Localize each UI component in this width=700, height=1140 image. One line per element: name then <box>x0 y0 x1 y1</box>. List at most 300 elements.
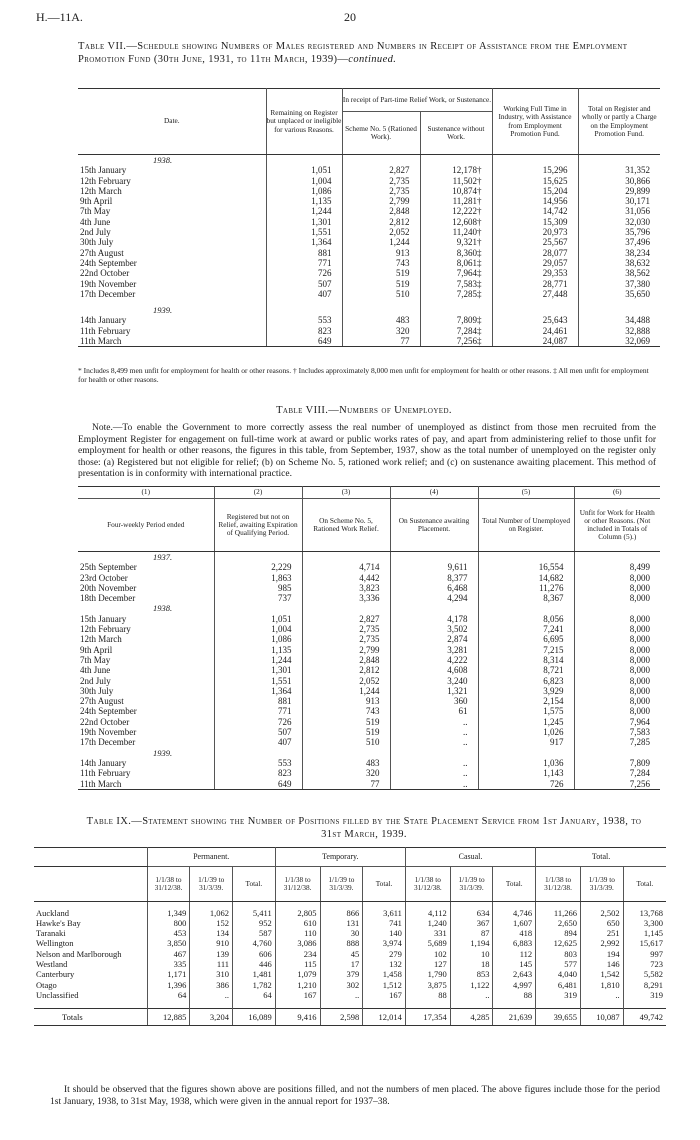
t8-value: 77 <box>302 779 390 790</box>
t8-value: 8,721 <box>478 665 574 675</box>
t8-date: 24th September <box>80 706 137 717</box>
t8-colnum: (3) <box>302 487 390 499</box>
t8-value: 3,281 <box>390 645 478 655</box>
t8-value: 1,036 <box>478 758 574 768</box>
t8-value: 1,575 <box>478 706 574 716</box>
t9-subheader: 1/1/39 to 31/3/39. <box>320 867 363 902</box>
t8-year-1939-blank <box>390 748 478 758</box>
t9-value: 3,611 <box>363 908 406 918</box>
t8-value: 726 <box>478 779 574 790</box>
t7-value: 15,309 <box>492 217 578 227</box>
t8-date: 30th July <box>80 685 114 696</box>
t8-value: 11,276 <box>478 583 574 593</box>
t8-date: 11th March <box>78 779 214 790</box>
t9-spacer-cell <box>450 1000 493 1008</box>
t7-value: 32,030 <box>578 217 660 227</box>
t7-value: 35,796 <box>578 227 660 237</box>
t9-value: 145 <box>493 959 536 969</box>
t9-totals-label: Totals <box>34 1008 147 1025</box>
t8-date: 12th March <box>80 634 122 645</box>
t8-value: 8,314 <box>478 655 574 665</box>
t9-total-value: 9,416 <box>275 1008 320 1025</box>
t8-value: 2,154 <box>478 696 574 706</box>
t9-value: 131 <box>320 918 363 928</box>
t8-value: 8,000 <box>574 624 660 634</box>
t7-value: 14,742 <box>492 206 578 216</box>
t9-group: Temporary. <box>275 848 405 867</box>
t9-spacer-cell <box>405 1000 450 1008</box>
t8-row <box>78 655 660 665</box>
t8-value: 8,499 <box>574 562 660 572</box>
t8-row <box>78 758 660 768</box>
t8-date: 25th September <box>80 562 137 573</box>
t8-value: 2,827 <box>302 614 390 624</box>
t8-year-1939 <box>78 748 660 758</box>
t8-value: 14,682 <box>478 573 574 583</box>
t8-year-1939-blank <box>574 748 660 758</box>
t8-value: 2,874 <box>390 634 478 644</box>
t8-year-1937 <box>78 552 660 563</box>
t9-value: 453 <box>147 928 190 938</box>
t7-value: 7,809‡ <box>420 315 492 325</box>
t8-value: .. <box>390 717 478 727</box>
t8-value: 1,086 <box>214 634 302 644</box>
t7-year-1939-blank <box>342 305 420 315</box>
t9-value: 88 <box>493 990 536 1000</box>
t9-row <box>34 990 666 1000</box>
t9-total-value: 21,639 <box>493 1008 536 1025</box>
t9-value: 251 <box>580 928 623 938</box>
t9-value: 319 <box>536 990 581 1000</box>
t9-row <box>34 980 666 990</box>
t7-value: 1,244 <box>342 237 420 247</box>
t9-value: 134 <box>190 928 233 938</box>
t9-value: 5,582 <box>623 969 666 979</box>
t8-row <box>78 634 660 644</box>
t8-year-1939-blank <box>478 748 574 758</box>
t9-value: 110 <box>275 928 320 938</box>
t7-value: 38,562 <box>578 268 660 278</box>
t9-subheader: 1/1/38 to 31/12/38. <box>275 867 320 902</box>
t9-value: 310 <box>190 969 233 979</box>
table9 <box>34 847 666 1026</box>
t8-year-1937-blank <box>478 552 574 563</box>
t7-value: 1,364 <box>266 237 342 247</box>
t9-value: 2,805 <box>275 908 320 918</box>
t7-row <box>78 176 660 186</box>
t8-value: 360 <box>390 696 478 706</box>
t7-row <box>78 268 660 278</box>
t8-value: 8,000 <box>574 614 660 624</box>
t8-value: 6,823 <box>478 676 574 686</box>
t9-value: .. <box>580 990 623 1000</box>
t9-value: 127 <box>405 959 450 969</box>
t9-value: 1,481 <box>233 969 276 979</box>
t9-value: 1,396 <box>147 980 190 990</box>
t8-value: 985 <box>214 583 302 593</box>
t9-subheader: 1/1/39 to 31/3/39. <box>190 867 233 902</box>
t9-district: Wellington <box>36 938 74 949</box>
t7-row <box>78 165 660 175</box>
t8-value: 743 <box>302 706 390 716</box>
t9-group-headers <box>34 848 666 867</box>
t7-head-parttime: In receipt of Part-time Relief Work, or Sustenance. <box>342 89 492 112</box>
table9-title: Table IX.—Statement showing the Number of Positions filled by the State Placement Service from 1st January, 1938, to 31st March, 1939. <box>86 816 642 840</box>
t8-value: 8,000 <box>574 686 660 696</box>
t7-date: 4th June <box>80 216 111 227</box>
t9-value: 234 <box>275 949 320 959</box>
t7-date: 9th April <box>80 196 113 207</box>
t9-value: 1,171 <box>147 969 190 979</box>
t8-header: Registered but not on Relief, awaiting Expiration of Qualifying Period. <box>214 499 302 552</box>
t7-value: 32,888 <box>578 326 660 336</box>
t9-value: 1,607 <box>493 918 536 928</box>
t8-value: .. <box>390 727 478 737</box>
t8-value: 7,256 <box>574 779 660 790</box>
t9-total-value: 2,598 <box>320 1008 363 1025</box>
t9-spacer-cell <box>363 1000 406 1008</box>
t9-value: 1,079 <box>275 969 320 979</box>
t7-head-fulltime: Working Full Time in Industry, with Assistance from Employment Promotion Fund. <box>492 89 578 155</box>
t7-row <box>78 279 660 289</box>
t9-value: 997 <box>623 949 666 959</box>
t7-value: 32,069 <box>578 336 660 347</box>
t9-total-value: 10,087 <box>580 1008 623 1025</box>
t7-value: 34,488 <box>578 315 660 325</box>
table7 <box>78 88 660 347</box>
t8-value: 917 <box>478 737 574 747</box>
t7-date: 12th March <box>80 185 122 196</box>
t7-value: 15,296 <box>492 165 578 175</box>
t8-value: 7,215 <box>478 645 574 655</box>
t9-spacer-cell <box>320 1000 363 1008</box>
t8-value: 3,336 <box>302 593 390 603</box>
t7-value: 37,380 <box>578 279 660 289</box>
t9-value: 17 <box>320 959 363 969</box>
t9-group: Total. <box>536 848 666 867</box>
t9-value: 112 <box>493 949 536 959</box>
t9-subheader: 1/1/38 to 31/12/38. <box>405 867 450 902</box>
t7-year-1939-label: 1939. <box>153 305 173 316</box>
t8-value: 483 <box>302 758 390 768</box>
t8-date: 27th August <box>80 696 124 707</box>
t9-spacer-cell <box>233 1000 276 1008</box>
t9-subheader: Total. <box>363 867 406 902</box>
t9-totals-row <box>34 1008 666 1025</box>
t9-district: Unclassified <box>36 989 79 1000</box>
t8-row <box>78 706 660 716</box>
t7-value: 28,077 <box>492 248 578 258</box>
t7-value: 29,899 <box>578 186 660 196</box>
t7-value: 77 <box>342 336 420 347</box>
t7-year-1939-blank <box>266 305 342 315</box>
t9-value: 6,883 <box>493 938 536 948</box>
t7-value: 1,004 <box>266 176 342 186</box>
t8-value: .. <box>390 768 478 778</box>
t8-value: 61 <box>390 706 478 716</box>
table7-title-text: Table VII.—Schedule showing Numbers of Males registered and Numbers in Receipt of Assistance from the Employment Promotion Fund (30th June, 1931, to 11th March, 1939)— <box>78 41 628 65</box>
t9-value: 910 <box>190 938 233 948</box>
t7-date: 19th November <box>80 278 137 289</box>
t8-year-1939-label: 1939. <box>153 747 173 758</box>
t7-date: 17th December <box>80 288 136 299</box>
t9-value: 319 <box>623 990 666 1000</box>
t8-year-1938-blank <box>574 603 660 613</box>
t9-district: Nelson and Marlborough <box>36 948 122 959</box>
t8-value: 737 <box>214 593 302 603</box>
t7-value: 31,352 <box>578 165 660 175</box>
t8-value: 2,229 <box>214 562 302 572</box>
t9-value: 152 <box>190 918 233 928</box>
t8-row <box>78 768 660 778</box>
t7-value: 11,240† <box>420 227 492 237</box>
t7-value: 771 <box>266 258 342 268</box>
t9-value: 1,782 <box>233 980 276 990</box>
t8-value: 2,735 <box>302 634 390 644</box>
t8-year-1937-blank <box>302 552 390 563</box>
t7-date: 24th September <box>80 257 137 268</box>
t9-value: 13,768 <box>623 908 666 918</box>
t7-value: 27,448 <box>492 289 578 299</box>
t8-value: 1,051 <box>214 614 302 624</box>
t7-year-1938 <box>78 155 660 166</box>
t7-value: 10,874† <box>420 186 492 196</box>
t8-value: 649 <box>214 779 302 790</box>
t8-value: 8,056 <box>478 614 574 624</box>
t8-date: 11th February <box>80 768 131 779</box>
t7-value: 649 <box>266 336 342 347</box>
t9-row <box>34 959 666 969</box>
t8-value: 726 <box>214 717 302 727</box>
table8-title: Table VIII.—Numbers of Unemployed. <box>276 405 452 416</box>
t9-value: 418 <box>493 928 536 938</box>
t8-value: 881 <box>214 696 302 706</box>
t8-value: 519 <box>302 727 390 737</box>
t8-value: 1,244 <box>214 655 302 665</box>
t7-year-1939-blank <box>578 305 660 315</box>
t8-header: On Sustenance awaiting Placement. <box>390 499 478 552</box>
t7-value: 2,735 <box>342 176 420 186</box>
t7-year-1939-blank <box>420 305 492 315</box>
t8-row <box>78 573 660 583</box>
t8-value: 8,000 <box>574 665 660 675</box>
t9-value: 5,411 <box>233 908 276 918</box>
t7-value: 12,608† <box>420 217 492 227</box>
t9-subheader: Total. <box>493 867 536 902</box>
t8-row <box>78 717 660 727</box>
t9-value: 4,746 <box>493 908 536 918</box>
t8-row <box>78 779 660 790</box>
t8-value: 1,863 <box>214 573 302 583</box>
t8-value: 7,964 <box>574 717 660 727</box>
t8-date: 7th May <box>80 654 111 665</box>
t7-value: 29,057 <box>492 258 578 268</box>
t9-sub-headers <box>34 867 666 902</box>
t9-row <box>34 908 666 918</box>
t8-colnum: (6) <box>574 487 660 499</box>
t7-date: 12th February <box>80 175 131 186</box>
t9-row <box>34 928 666 938</box>
t9-body <box>34 902 666 1026</box>
t8-value: 6,468 <box>390 583 478 593</box>
t7-value: 1,086 <box>266 186 342 196</box>
t8-value: 2,735 <box>302 624 390 634</box>
t7-value: 7,964‡ <box>420 268 492 278</box>
t9-district: Canterbury <box>36 969 75 980</box>
t8-body <box>78 552 660 790</box>
t9-district: Otago <box>36 979 57 990</box>
t9-value: 6,481 <box>536 980 581 990</box>
t9-value: 2,502 <box>580 908 623 918</box>
t9-value: 302 <box>320 980 363 990</box>
t9-value: 115 <box>275 959 320 969</box>
t7-value: 29,353 <box>492 268 578 278</box>
t9-value: 15,617 <box>623 938 666 948</box>
t9-row <box>34 969 666 979</box>
t8-colnum: (4) <box>390 487 478 499</box>
t8-row <box>78 645 660 655</box>
t8-value: 4,714 <box>302 562 390 572</box>
t9-spacer-cell <box>493 1000 536 1008</box>
t7-value: 483 <box>342 315 420 325</box>
t8-column-headers <box>78 499 660 552</box>
t9-value: 803 <box>536 949 581 959</box>
t7-row <box>78 186 660 196</box>
t7-head-sustenance: Sustenance without Work. <box>420 112 492 155</box>
t9-value: 5,689 <box>405 938 450 948</box>
t7-date: 2nd July <box>80 227 111 238</box>
table7-title <box>78 40 650 66</box>
t9-value: 335 <box>147 959 190 969</box>
t8-date: 23rd October <box>80 572 128 583</box>
t9-value: 167 <box>275 990 320 1000</box>
t8-value: .. <box>390 758 478 768</box>
t9-value: 11,266 <box>536 908 581 918</box>
t8-value: 913 <box>302 696 390 706</box>
t7-row <box>78 237 660 247</box>
table9-note: It should be observed that the figures shown above are positions filled, and not the numbers of men placed. The above figures include those for the period 1st January, 1938, to 31st May, 1938, which were given in the annual report for 1937–38. <box>50 1085 660 1107</box>
t8-header: On Scheme No. 5, Rationed Work Relief. <box>302 499 390 552</box>
t7-value: 913 <box>342 248 420 258</box>
t9-value: 634 <box>450 908 493 918</box>
t9-value: 741 <box>363 918 406 928</box>
t9-total-value: 16,089 <box>233 1008 276 1025</box>
t9-value: .. <box>190 990 233 1000</box>
t8-year-1937-blank <box>390 552 478 563</box>
t9-value: 3,850 <box>147 938 190 948</box>
t8-value: 4,442 <box>302 573 390 583</box>
t8-year-1938-blank <box>390 603 478 613</box>
t7-row <box>78 196 660 206</box>
t9-value: 111 <box>190 959 233 969</box>
t9-group: Casual. <box>405 848 535 867</box>
t7-value: 743 <box>342 258 420 268</box>
t8-date: 9th April <box>80 644 113 655</box>
t8-value: 2,052 <box>302 676 390 686</box>
t8-value: 7,583 <box>574 727 660 737</box>
t7-value: 11,502† <box>420 176 492 186</box>
t7-value: 37,496 <box>578 237 660 247</box>
t8-value: .. <box>390 737 478 747</box>
t7-value: 2,735 <box>342 186 420 196</box>
t8-colnum: (2) <box>214 487 302 499</box>
t8-row <box>78 624 660 634</box>
t9-value: 1,458 <box>363 969 406 979</box>
t9-value: 1,240 <box>405 918 450 928</box>
t8-value: 510 <box>302 737 390 747</box>
t8-date: 14th January <box>80 757 127 768</box>
t7-year-1938-blank <box>492 155 578 166</box>
t8-value: 16,554 <box>478 562 574 572</box>
t8-value: 1,364 <box>214 686 302 696</box>
t7-value: 12,178† <box>420 165 492 175</box>
t7-row <box>78 336 660 347</box>
t9-subheader: Total. <box>623 867 666 902</box>
t9-value: 1,512 <box>363 980 406 990</box>
t7-value: 510 <box>342 289 420 299</box>
t7-year-1938-blank <box>342 155 420 166</box>
t9-value: 64 <box>147 990 190 1000</box>
t8-value: 7,809 <box>574 758 660 768</box>
t8-header: Unfit for Work for Health or other Reasons. (Not included in Totals of Column (5).) <box>574 499 660 552</box>
t8-date: 17th December <box>80 737 136 748</box>
t7-value: 12,222† <box>420 206 492 216</box>
t9-spacer-cell <box>190 1000 233 1008</box>
t7-row <box>78 227 660 237</box>
t8-date: 18th December <box>80 593 136 604</box>
t8-year-1938-blank <box>478 603 574 613</box>
t7-value: 823 <box>266 326 342 336</box>
t8-row <box>78 737 660 747</box>
t8-year-1938-label: 1938. <box>153 603 173 614</box>
t8-value: 1,143 <box>478 768 574 778</box>
t7-value: 7,256‡ <box>420 336 492 347</box>
table7-footnote: * Includes 8,499 men unfit for employment for health or other reasons. † Includes approximately 8,000 men unfit for employment for health or other reasons. ‡ All men unfit for employment for health or other reasons. <box>78 366 649 384</box>
t9-value: 1,210 <box>275 980 320 990</box>
t8-header: Four-weekly Period ended <box>78 499 214 552</box>
t9-value: .. <box>450 990 493 1000</box>
t9-value: 894 <box>536 928 581 938</box>
t8-value: 2,812 <box>302 665 390 675</box>
t7-value: 1,244 <box>266 206 342 216</box>
t9-value: 88 <box>405 990 450 1000</box>
t8-value: 8,000 <box>574 676 660 686</box>
t8-value: 8,000 <box>574 583 660 593</box>
t7-year-1938-label: 1938. <box>153 155 173 165</box>
t8-value: 3,823 <box>302 583 390 593</box>
t9-value: 167 <box>363 990 406 1000</box>
t9-subheader: Total. <box>233 867 276 902</box>
t7-value: 2,827 <box>342 165 420 175</box>
t8-value: 8,000 <box>574 696 660 706</box>
t8-value: 7,285 <box>574 737 660 747</box>
t9-value: 1,790 <box>405 969 450 979</box>
t7-head-total: Total on Register and wholly or partly a Charge on the Employment Promotion Fund. <box>578 89 660 155</box>
t7-value: 38,234 <box>578 248 660 258</box>
t9-value: 331 <box>405 928 450 938</box>
t9-spacer-cell <box>580 1000 623 1008</box>
t9-subheader: 1/1/38 to 31/12/38. <box>536 867 581 902</box>
t7-value: 507 <box>266 279 342 289</box>
page-header <box>36 10 664 26</box>
t8-year-1937-label: 1937. <box>153 552 173 562</box>
t8-value: .. <box>390 779 478 790</box>
t7-value: 726 <box>266 268 342 278</box>
t9-value: 4,997 <box>493 980 536 990</box>
t8-date: 15th January <box>80 613 127 624</box>
t7-value: 35,650 <box>578 289 660 299</box>
t9-total-value: 3,204 <box>190 1008 233 1025</box>
